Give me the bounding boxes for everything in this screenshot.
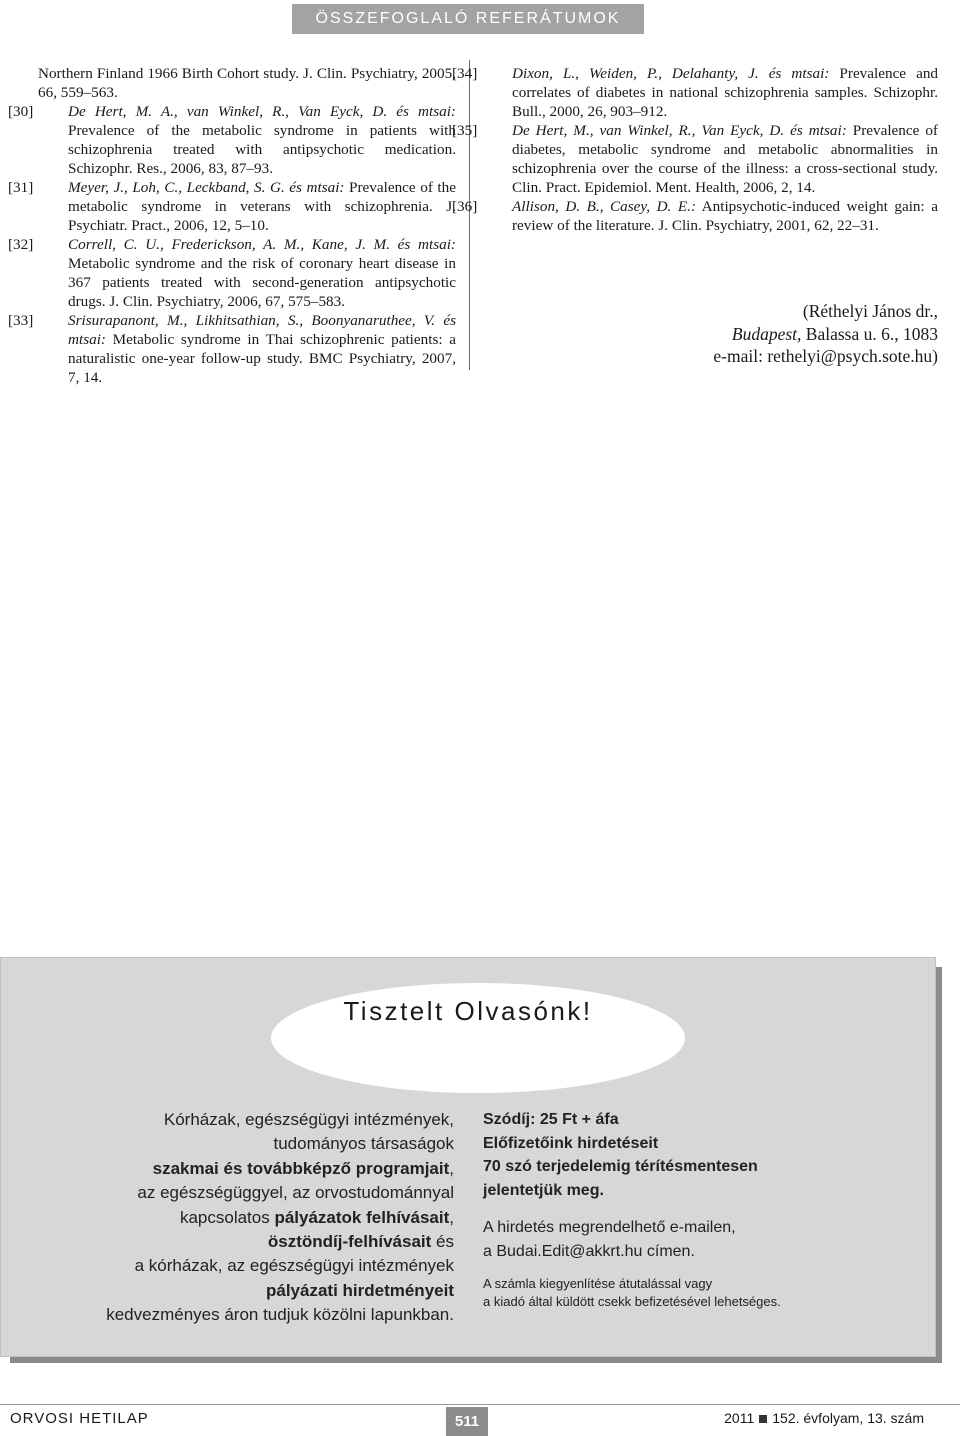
ad-bold-text: 70 szó terjedelemig térítésmentesen <box>483 1158 758 1175</box>
ad-small-line: A számla kiegyenlítése átutalással vagy <box>483 1276 713 1291</box>
page-number-text: 511 <box>454 1413 480 1430</box>
page-number <box>446 1407 488 1436</box>
reference-authors: De Hert, M. A., van Winkel, R., Van Eyck, D. és mtsai: <box>68 103 456 120</box>
journal-name: ORVOSI HETILAP <box>10 1410 149 1427</box>
ad-bold-text: pályázati hirdetményeit <box>265 1280 454 1300</box>
reference-32 <box>8 235 456 311</box>
ad-price: Szódíj: 25 Ft + áfa <box>483 1111 619 1128</box>
reference-34 <box>452 64 939 121</box>
reference-text: Metabolic syndrome and the risk of coronary heart disease in 367 patients treated with second-generation antipsychotic drugs. J. Clin. Psychiatry, 2006, 67, 575–583. <box>68 255 456 310</box>
address-city: Budapest, <box>731 323 802 344</box>
reference-text: Prevalence and correlates of diabetes in national schizophrenia samples. Schizophr. Bull., 2000, 26, 903–912. <box>512 65 939 120</box>
address-street: Balassa u. 6., 1083 <box>801 323 938 344</box>
reference-number: [30] <box>8 103 34 120</box>
advertisement-box <box>0 957 936 1357</box>
reference-text: Antipsychotic-induced weight gain: a review of the literature. J. Clin. Psychiatry, 2001, 62, 22–31. <box>512 198 938 234</box>
ad-line: A hirdetés megrendelhető e-mailen, <box>483 1219 736 1236</box>
ad-bold-text: szakmai és továbbképző programjait <box>152 1158 450 1178</box>
ad-text: , <box>449 1207 454 1227</box>
issue-volume: 152. évfolyam, 13. szám <box>772 1410 924 1426</box>
references-left-column <box>8 64 456 387</box>
ad-bold-text: pályázatok felhívásait <box>274 1207 450 1227</box>
reference-number: [33] <box>8 312 34 329</box>
address-email: e-mail: rethelyi@psych.sote.hu) <box>713 346 938 366</box>
reference-text: Prevalence of diabetes, metabolic syndrome and metabolic abnormalities in schizophrenia over the course of the illness: a cross-sectional study. Clin. Pract. Epidemiol. Ment. Health, 2006, 2, 14. <box>512 122 938 196</box>
reference-authors: Meyer, J., Loh, C., Leckband, S. G. és mtsai: <box>68 179 345 196</box>
ad-line <box>106 1206 454 1230</box>
reference-authors: Allison, D. B., Casey, D. E.: <box>512 198 696 215</box>
reference-authors: Srisurapanont, M., Likhitsathian, S., Boonyanaruthee, V. és mtsai: <box>68 312 456 348</box>
ad-line: kedvezményes áron tudjuk közölni lapunkban. <box>106 1305 454 1325</box>
ad-line: tudományos társaságok <box>273 1134 454 1154</box>
reference-authors: Correll, C. U., Frederickson, A. M., Kane, J. M. és mtsai: <box>68 236 456 253</box>
ad-left-text <box>106 1108 454 1328</box>
ad-bold-text: jelentetjük meg. <box>483 1181 604 1199</box>
ad-title: Tisztelt Olvasónk! <box>343 996 593 1026</box>
ad-line <box>106 1157 454 1181</box>
ad-small-line: a kiadó által küldött csekk befizetésével lehetséges. <box>483 1294 781 1309</box>
ad-line: a kórházak, az egészségügyi intézmények <box>134 1256 454 1276</box>
reference-authors: De Hert, M., van Winkel, R., Van Eyck, D. és mtsai: <box>512 122 847 139</box>
reference-number: [34] <box>452 65 478 82</box>
address-street-line <box>713 323 938 346</box>
footer-rule <box>0 1404 960 1405</box>
reference-35 <box>452 121 938 197</box>
reference-number: [32] <box>8 236 34 253</box>
ad-right-text <box>483 1108 781 1311</box>
reference-number: [31] <box>8 179 34 196</box>
issue-year: 2011 <box>724 1410 755 1426</box>
issue-info <box>724 1410 924 1426</box>
ad-text: és <box>431 1232 454 1252</box>
reference-number: [36] <box>452 198 478 215</box>
ad-text: kapcsolatos <box>179 1207 275 1227</box>
reference-36 <box>452 197 938 235</box>
ad-line: Kórházak, egészségügyi intézmények, <box>163 1110 454 1129</box>
section-header <box>292 4 644 34</box>
reference-text: Metabolic syndrome in Thai schizophrenic patients: a naturalistic one-year follow-up study. BMC Psychiatry, 2007, 7, 14. <box>68 331 456 386</box>
ad-bold-text: Előfizetőink hirdetéseit <box>483 1134 659 1152</box>
section-title: ÖSSZEFOGLALÓ REFERÁTUMOK <box>315 10 621 27</box>
correspondence-address <box>713 300 938 368</box>
reference-31 <box>8 178 456 235</box>
reference-29-continuation: Northern Finland 1966 Birth Cohort study. J. Clin. Psychiatry, 2005, 66, 559–563. <box>38 65 456 101</box>
ad-line <box>106 1279 454 1303</box>
reference-33 <box>8 311 456 387</box>
reference-text: Prevalence of the metabolic syndrome in patients with schizophrenia treated with antipsychotic medication. Schizophr. Res., 2006, 83, 87–93. <box>68 122 456 177</box>
spacer <box>483 1263 781 1275</box>
ad-line: az egészségüggyel, az orvostudománnyal <box>137 1183 454 1203</box>
reference-30 <box>8 102 456 178</box>
ad-contact-email: a Budai.Edit@akkrt.hu címen. <box>483 1242 695 1260</box>
reference-number: [35] <box>452 122 478 139</box>
address-name: (Réthelyi János dr., <box>802 301 938 321</box>
ad-bold-text: ösztöndíj-felhívásait <box>267 1232 432 1252</box>
ad-text: , <box>449 1158 454 1178</box>
square-bullet-icon <box>759 1415 767 1423</box>
references-right-column <box>452 64 939 235</box>
reference-text: Prevalence of the metabolic syndrome in veterans with schizophrenia. J. Psychiatr. Pract., 2006, 12, 5–10. <box>68 179 456 234</box>
ad-line <box>106 1230 454 1254</box>
spacer <box>483 1202 781 1216</box>
reference-authors: Dixon, L., Weiden, P., Delahanty, J. és mtsai: <box>512 65 830 82</box>
